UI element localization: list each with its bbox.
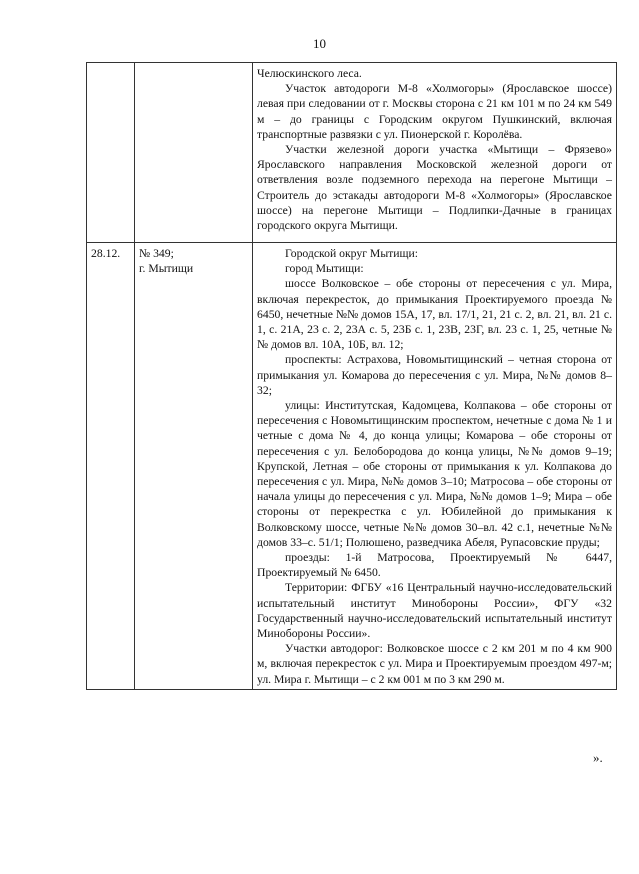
paragraph: шоссе Волковское – обе стороны от пересечения с ул. Мира, включая перекресток, до примыкания Проектируемого проезда № 6450, нечетные №№ домов 15А, 17, вл. 17/1, 21, 21 с. 2, вл. 21, вл. 21 с. 1, с. 21А, 23 с. 2, 23А с. 5, 23Б с. 1, 23В, 23Г, вл. 23 с. 1, 25, четные №№ домов вл. 10А, 10Б, вл. 12; bbox=[257, 277, 612, 352]
closing-quote-mark: ». bbox=[593, 750, 603, 765]
document-number-cell bbox=[135, 243, 253, 690]
date-cell bbox=[87, 243, 135, 690]
paragraph: улицы: Институтская, Кадомцева, Колпакова – обе стороны от пересечения с Новомытищинским проспектом, нечетные с дома № 1 и четные с дома № 4, до конца улицы; Комарова – обе стороны от пересечения с ул. Белобородова до конца улицы, №№ домов 9–19; Крупской, Летная – обе стороны от примыкания к ул. Колпакова до пересечения с ул. Мира, №№ домов 3–10; Матросова – обе стороны от начала улицы до пересечения с ул. Мира, №№ домов 1–9; Мира – обе стороны от перекрестка с ул. Юбилейной до примыкания к Волковскому шоссе, четные №№ домов 30–вл. 42 с.1, нечетные №№ домов 33–с. 51/1; Полюшено, разведчика Абеля, Рупасовские пруды; bbox=[257, 399, 612, 549]
paragraph: Участок автодороги М-8 «Холмогоры» (Ярославское шоссе) левая при следовании от г. Москвы сторона с 21 км 101 м по 24 км 549 м – до границы с Городским округом Пушкинский, включая транспортные развязки с ул. Пионерской г. Королёва. bbox=[257, 82, 612, 141]
paragraph: Челюскинского леса. bbox=[257, 67, 362, 80]
paragraph: Городской округ Мытищи: bbox=[285, 247, 419, 260]
document-place: г. Мытищи bbox=[139, 262, 194, 276]
paragraph: проезды: 1-й Матросова, Проектируемый № 6447, Проектируемый № 6450. bbox=[257, 551, 612, 580]
paragraph: Участки автодорог: Волковское шоссе с 2 км 201 м по 4 км 900 м, включая перекресток с ул. Мира и Проектируемым проездом 497-м; ул. Мира г. Мытищи – с 2 км 001 м по 3 км 290 м. bbox=[257, 642, 612, 686]
document-number: № 349; bbox=[139, 247, 174, 260]
paragraph: проспекты: Астрахова, Новомытищинский – четная сторона от примыкания ул. Комарова до пересечения с ул. Мира, №№ домов 8–32; bbox=[257, 353, 612, 397]
page-number: 10 bbox=[313, 36, 326, 51]
date-text: 28.12. bbox=[91, 247, 121, 260]
document-table bbox=[86, 62, 617, 690]
table-row bbox=[87, 63, 617, 243]
territory-description-cell bbox=[253, 63, 617, 243]
date-cell bbox=[87, 63, 135, 243]
paragraph: Участки железной дороги участка «Мытищи – Фрязево» Ярославского направления Московской железной дороги от ответвления возле подземного перехода на перегоне Мытищи – Строитель до эстакады автодороги М-8 «Холмогоры» (Ярославское шоссе) на перегоне Мытищи – Подлипки-Дачные в границах городского округа Мытищи. bbox=[257, 143, 612, 233]
territory-description-cell bbox=[253, 243, 617, 690]
table-row bbox=[87, 243, 617, 690]
paragraph: город Мытищи: bbox=[285, 262, 364, 276]
document-number-cell bbox=[135, 63, 253, 243]
paragraph: Территории: ФГБУ «16 Центральный научно-исследовательский испытательный институт Минобороны России», ФГУ «32 Государственный научно-исследовательский испытательный институт Минобороны России». bbox=[257, 581, 612, 641]
